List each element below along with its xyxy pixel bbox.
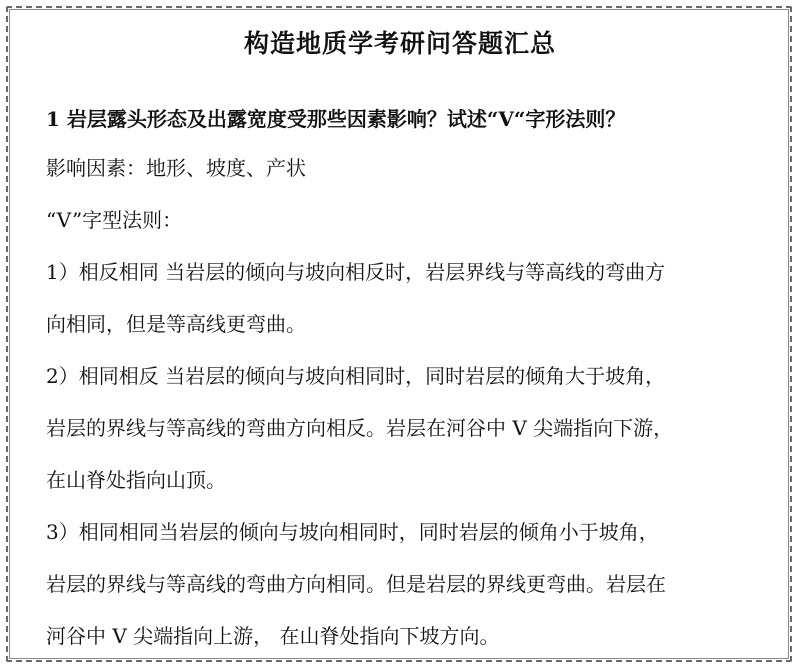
text-line-rule-3: 3）相同相同当岩层的倾向与坡向相同时，同时岩层的倾角小于坡角， bbox=[46, 520, 659, 544]
document-title: 构造地质学考研问答题汇总 bbox=[243, 29, 556, 58]
text-line-rule-2: 2）相同相反 当岩层的倾向与坡向相同时，同时岩层的倾角大于坡角， bbox=[46, 364, 666, 388]
text-line-factors: 影响因素：地形、坡度、产状 bbox=[46, 156, 306, 180]
text-line-rule-2-cont: 岩层的界线与等高线的弯曲方向相反。岩层在河谷中 V 尖端指向下游， bbox=[46, 416, 674, 440]
text-line-rule-3-end: 河谷中 V 尖端指向上游， 在山脊处指向下坡方向。 bbox=[46, 624, 500, 648]
text-line-rule-1-cont: 向相同，但是等高线更弯曲。 bbox=[46, 312, 306, 336]
text-line-v-rule-heading: “V”字型法则： bbox=[46, 208, 183, 232]
text-line-rule-2-end: 在山脊处指向山顶。 bbox=[46, 468, 226, 492]
text-line-rule-1: 1）相反相同 当岩层的倾向与坡向相反时，岩层界线与等高线的弯曲方 bbox=[46, 260, 666, 284]
document-body bbox=[46, 96, 776, 662]
question-heading: 1 岩层露头形态及出露宽度受那些因素影响？试述“V“字形法则？ bbox=[46, 107, 626, 131]
text-line-rule-3-cont: 岩层的界线与等高线的弯曲方向相同。但是岩层的界线更弯曲。岩层在 bbox=[46, 572, 666, 596]
